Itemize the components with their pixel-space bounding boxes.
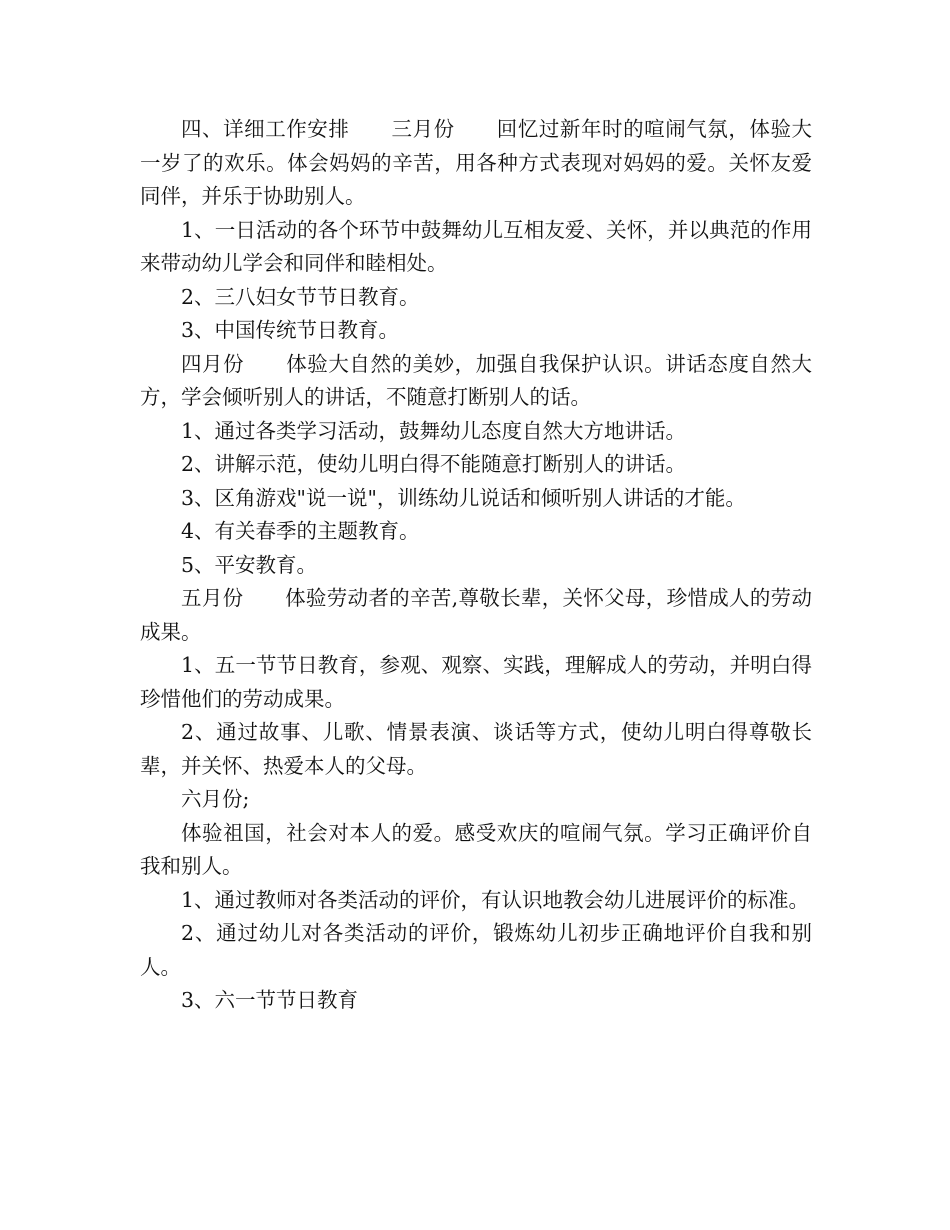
paragraph-june-item-2: 2、通过幼儿对各类活动的评价，锻炼幼儿初步正确地评价自我和别人。	[140, 921, 812, 979]
paragraph-april-item-5: 5、平安教育。	[181, 552, 318, 577]
paragraph-april: 四月份 体验大自然的美妙，加强自我保护认识。讲话态度自然大方，学会倾听别人的讲话，不随意打断别人的话。	[140, 351, 812, 409]
paragraph-march-item-3: 3、中国传统节日教育。	[181, 318, 400, 342]
document-body	[140, 113, 812, 1018]
paragraph-june: 体验祖国，社会对本人的爱。感受欢庆的喧闹气氛。学习正确评价自我和别人。	[140, 820, 812, 878]
paragraph-april-item-2: 2、讲解示范，使幼儿明白得不能随意打断别人的讲话。	[181, 452, 687, 476]
paragraph-april-item-4: 4、有关春季的主题教育。	[181, 519, 420, 543]
paragraph-april-item-3: 3、区角游戏"说一说"，训练幼儿说话和倾听别人讲话的才能。	[181, 485, 746, 510]
paragraph-june-item-3: 3、六一节节日教育	[181, 988, 359, 1012]
paragraph-may-item-1: 1、五一节节日教育，参观、观察、实践，理解成人的劳动，并明白得珍惜他们的劳动成果。	[140, 653, 812, 711]
paragraph-may: 五月份 体验劳动者的辛苦,尊敬长辈，关怀父母，珍惜成人的劳动成果。	[140, 586, 812, 644]
paragraph-june-item-1: 1、通过教师对各类活动的评价，有认识地教会幼儿进展评价的标准。	[181, 887, 810, 912]
paragraph-may-item-2: 2、通过故事、儿歌、情景表演、谈话等方式，使幼儿明白得尊敬长辈，并关怀、热爱本人的父母。	[140, 720, 812, 778]
paragraph-march-item-2: 2、三八妇女节节日教育。	[181, 284, 420, 309]
paragraph-april-item-1: 1、通过各类学习活动，鼓舞幼儿态度自然大方地讲话。	[181, 418, 687, 443]
paragraph-march-item-1: 1、一日活动的各个环节中鼓舞幼儿互相友爱、关怀，并以典范的作用来带动幼儿学会和同伴和睦相处。	[140, 217, 812, 275]
paragraph-work-plan-march: 四、详细工作安排 三月份 回忆过新年时的喧闹气氛，体验大一岁了的欢乐。体会妈妈的辛苦，用各种方式表现对妈妈的爱。关怀友爱同伴，并乐于协助别人。	[140, 117, 812, 208]
paragraph-june-heading: 六月份;	[181, 787, 250, 811]
